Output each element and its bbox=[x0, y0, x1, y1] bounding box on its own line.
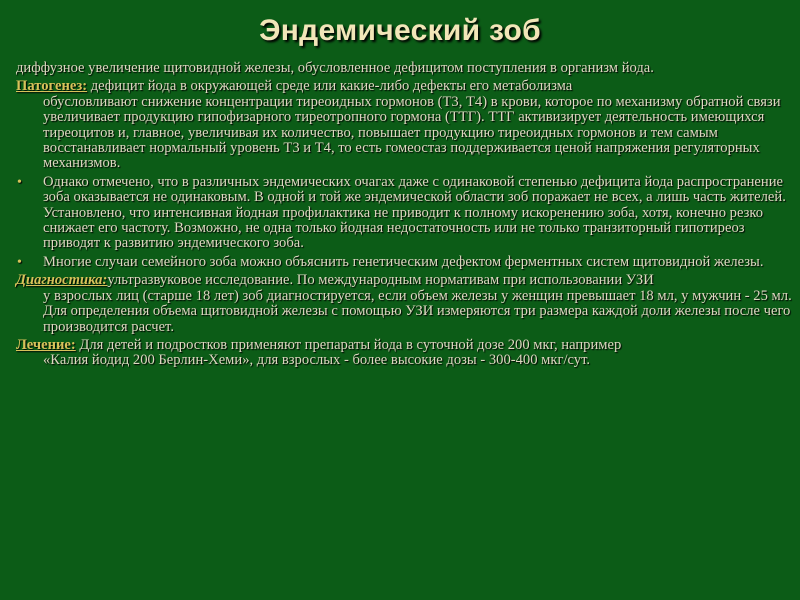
pathogenesis-first-line: дефицит йода в окружающей среде или какие-либо дефекты его метаболизма bbox=[87, 78, 573, 95]
pathogenesis-text: обусловливают снижение концентрации тиреоидных гормонов (Т3, Т4) в крови, которое по механизму обратной связи увеличивает продукцию гипофизарного тиреотропного гормона (ТТГ). ТТГ активизирует деятельность имеющихся тиреоцитов и, главное, увеличивая их количество, повышает продукцию тиреоидных гормонов и тем самым восстанавливает нормальный уровень Т3 и Т4, то есть гомеостаз поддерживается ценой напряжения регуляторных механизмов. bbox=[43, 93, 781, 172]
treatment-text: «Калия йодид 200 Берлин-Хеми», для взрослых - более высокие дозы - 300-400 мкг/сут. bbox=[43, 352, 591, 369]
bullet-icon: • bbox=[17, 254, 22, 270]
treatment-first-line: Для детей и подростков применяют препараты йода в суточной дозе 200 мкг, например bbox=[75, 336, 622, 353]
bullet-item bbox=[16, 255, 792, 270]
slide-title: Эндемический зоб bbox=[259, 14, 541, 47]
bullet-icon: • bbox=[17, 174, 22, 190]
diagnostics-text: у взрослых лиц (старше 18 лет) зоб диагностируется, если объем железы у женщин превышает 18 мл, у мужчин - 25 мл. Для определения объема щитовидной железы с помощью УЗИ измеряются три размера каждой доли железы после чего производится расчет. bbox=[43, 287, 792, 335]
diagnostics-first-line: ультразвуковое исследование. По международным нормативам при использовании УЗИ bbox=[107, 272, 654, 289]
diagnostics-section bbox=[16, 273, 792, 335]
pathogenesis-label: Патогенез: bbox=[16, 78, 88, 95]
diagnostics-label: Диагностика: bbox=[16, 272, 108, 289]
pathogenesis-section bbox=[16, 79, 792, 171]
bullet-text: Многие случаи семейного зоба можно объяснить генетическим дефектом ферментных систем щитовидной железы. bbox=[43, 253, 764, 270]
bullet-text: Однако отмечено, что в различных эндемических очагах даже с одинаковой степенью дефицита йода распространение зоба оказывается не одинаковым. В одной и той же эндемической области зоб поражает не всех, а лишь часть жителей. Установлено, что интенсивная йодная профилактика не приводит к полному искоренению зоба, хотя, конечно резко снижает его частоту. Возможно, не одна только йодная недостаточность или не только транзиторный гипотиреоз приводят к развитию эндемического зоба. bbox=[43, 173, 786, 252]
slide-content bbox=[16, 61, 792, 372]
intro-paragraph: диффузное увеличение щитовидной железы, обусловленное дефицитом поступления в организм йода. bbox=[16, 60, 654, 76]
treatment-section bbox=[16, 338, 792, 369]
bullet-item bbox=[16, 175, 792, 252]
treatment-label: Лечение: bbox=[16, 336, 76, 353]
